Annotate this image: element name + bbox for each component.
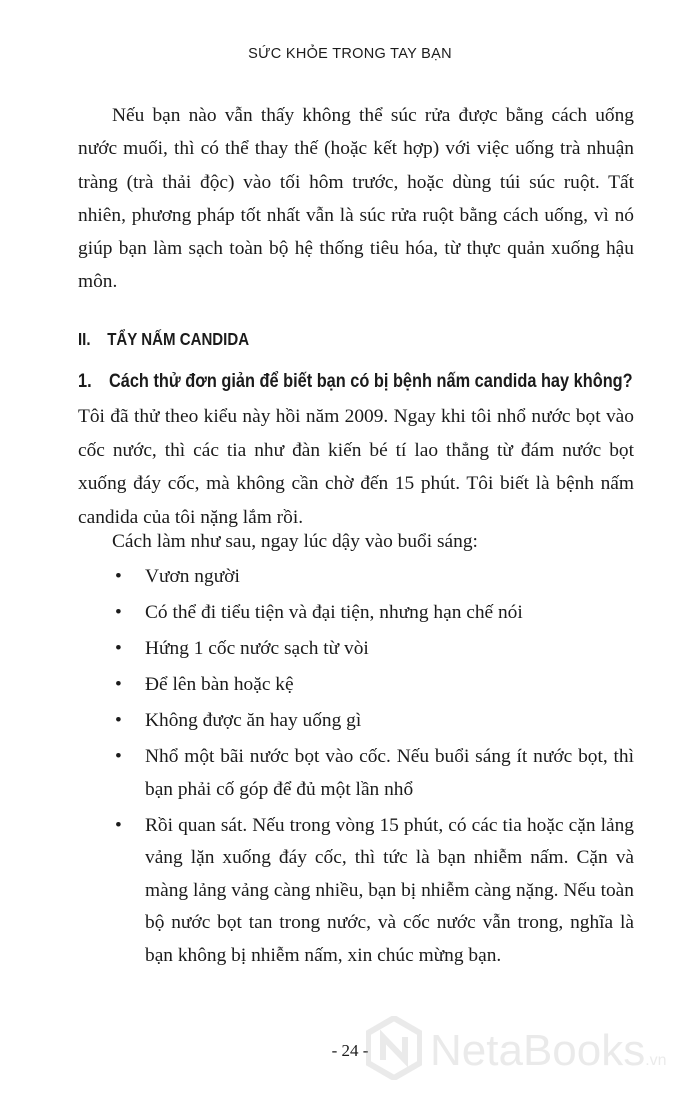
step-text: Vươn người [145, 566, 240, 587]
bullet-icon: • [115, 710, 122, 731]
watermark-suffix: .vn [645, 1052, 667, 1069]
running-header: SỨC KHỎE TRONG TAY BẠN [248, 46, 452, 62]
list-item [110, 561, 634, 594]
intro-paragraph: Nếu bạn nào vẫn thấy không thể súc rửa được bằng cách uống nước muối, thì có thể thay thế (hoặc kết hợp) với việc uống trà nhuận tràng (trà thải độc) vào tối hôm trước, hoặc dùng túi súc ruột. Tất nhiên, phương pháp tốt nhất vẫn là súc rửa ruột bằng cách uống, vì nó giúp bạn làm sạch toàn bộ hệ thống tiêu hóa, từ thực quản xuống hậu môn. [78, 105, 634, 293]
page-number: - 24 - [331, 1041, 369, 1060]
step-text: Không được ăn hay uống gì [145, 710, 362, 731]
netabooks-watermark [366, 1016, 696, 1086]
list-item [110, 597, 634, 630]
watermark-brand: NetaBooks [430, 1026, 646, 1075]
section-heading [78, 329, 249, 350]
bullet-icon: • [115, 638, 122, 659]
bullet-icon: • [115, 814, 122, 836]
subsection-number: 1. [78, 371, 92, 392]
story-paragraph: Tôi đã thử theo kiểu này hồi năm 2009. Ngay khi tôi nhổ nước bọt vào cốc nước, thì các tia như đàn kiến bé tí lao thẳng từ đám nước bọt xuống đáy cốc, mà không cần chờ đến 15 phút. Tôi biết là bệnh nấm candida của tôi nặng lắm rồi. [78, 406, 634, 528]
steps-list [110, 561, 634, 976]
step-text: Hứng 1 cốc nước sạch từ vòi [145, 638, 369, 659]
bullet-icon: • [115, 566, 122, 587]
bullet-icon: • [115, 746, 122, 767]
list-item [110, 810, 634, 973]
list-item [110, 705, 634, 738]
netabooks-logo-icon [366, 1016, 422, 1080]
method-intro: Cách làm như sau, ngay lúc dậy vào buổi sáng: [112, 531, 478, 552]
watermark-text [430, 1026, 667, 1076]
step-text: Rồi quan sát. Nếu trong vòng 15 phút, có các tia hoặc cặn lảng vảng lặn xuống đáy cốc, thì tức là bạn nhiễm nấm. Cặn và màng lảng vảng càng nhiều, bạn bị nhiễm càng nặng. Nếu toàn bộ nước bọt tan trong nước, và cốc nước vẫn trong, nghĩa là bạn không bị nhiễm nấm, xin chúc mừng bạn. [145, 814, 634, 966]
step-text: Có thể đi tiểu tiện và đại tiện, nhưng hạn chế nói [145, 602, 523, 623]
step-text: Nhổ một bãi nước bọt vào cốc. Nếu buổi sáng ít nước bọt, thì bạn phải cố góp để đủ một lần nhổ [145, 746, 634, 800]
bullet-icon: • [115, 674, 122, 695]
step-text: Để lên bàn hoặc kệ [145, 674, 294, 695]
section-number: II. [78, 329, 91, 349]
bullet-icon: • [115, 602, 122, 623]
subsection-title: Cách thử đơn giản để biết bạn có bị bệnh nấm candida hay không? [108, 371, 633, 392]
list-item [110, 633, 634, 666]
subsection-heading [78, 371, 633, 393]
section-title: TẨY NẤM CANDIDA [107, 329, 250, 349]
list-item [110, 741, 634, 806]
list-item [110, 669, 634, 702]
